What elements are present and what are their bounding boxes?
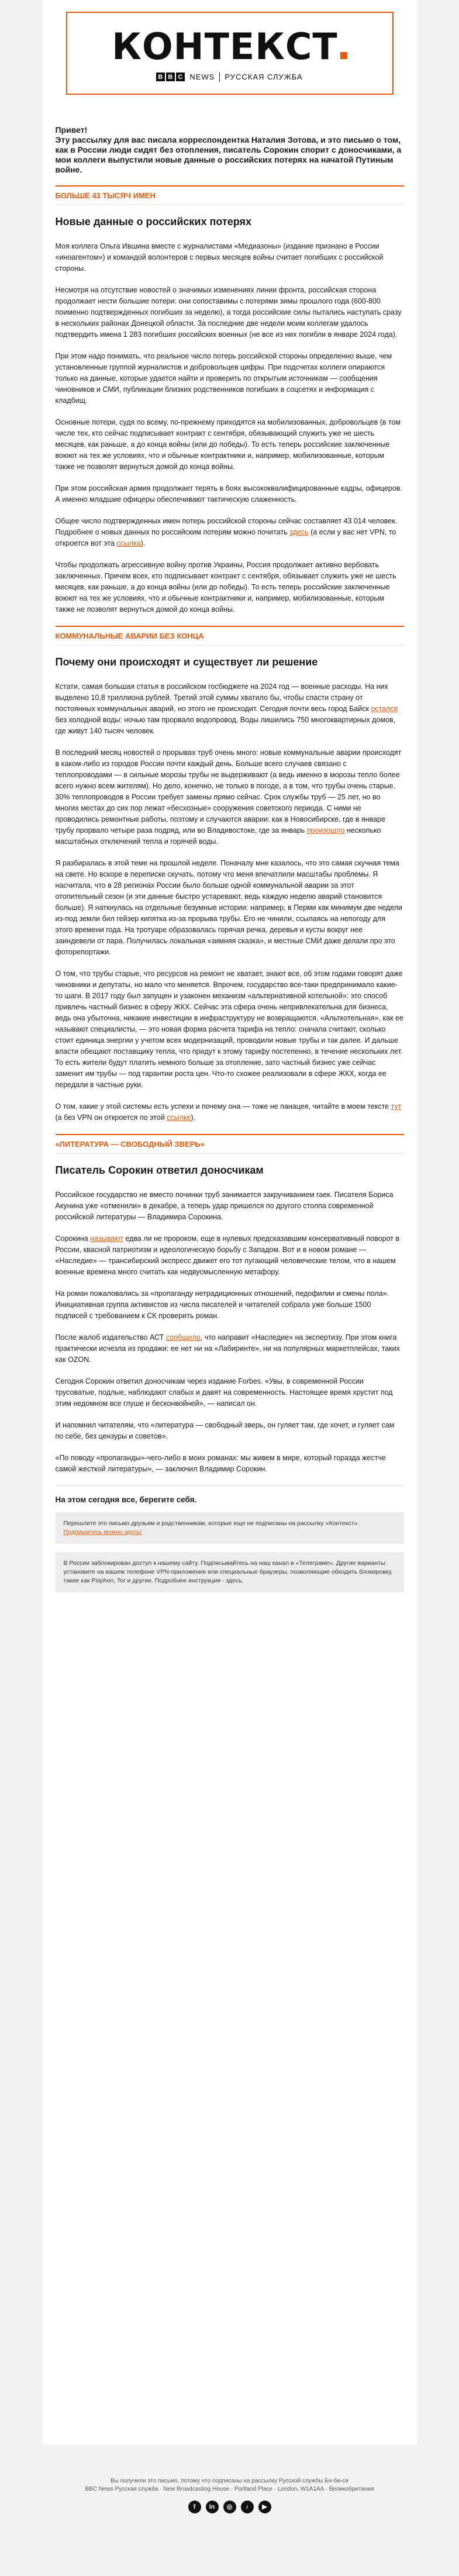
paragraph: Сегодня Сорокин ответил доносчикам через издание Forbes. «Увы, в современной России трусоватые, подлые, наблюдают слабых и давят на современность. Настоящее время хрустит под этим недомном все глуше и бесконвойней», — написал он. xyxy=(55,1377,393,1408)
article-utilities xyxy=(56,645,404,1123)
paragraph: При этом надо понимать, что реальное число потерь российской стороны определенно выше, чем установленные группой журналистов и добровольцев цифры. При подсчетах коллеги опираются только на данные, которые удается найти и проверить по открытым источникам — сообщения чиновников и СМИ, публикации близких родственников погибших в соцсетях и информация с кладбищ. xyxy=(55,352,392,405)
article-title: Новые данные о российских потерях xyxy=(55,216,252,227)
paragraph: Чтобы продолжать агрессивную войну против Украины, Россия продолжает активно вербовать заключенных. Причем всех, кто подписывает контракт с сентября, обязывает служить уже не шесть месяцев, как раньше, а до конца войны (или до победы). То есть теперь российские заключенные воюют на тех же условиях, что и обычные контрактники и, например, мобилизованные, которым также не позволят вернуться домой до конца войны. xyxy=(55,561,396,613)
link-reported[interactable]: сообщило xyxy=(165,1333,201,1342)
paragraph: Я разбиралась в этой теме на прошлой неделе. Поначалу мне казалось, что это самая скучная тема на свете. Но вскоре в переписке скучать, потому что меня впечатлили масштабы проблемы. Я насчитала, что в 28 регионах России было больше одной коммунальной аварии за этот отопительный сезон (и эти данные быстро устаревают, ведь каждую неделю аварий становится больше). Я наткнулась на отдельные безумные истории: например, в Перми как минимум две недели из-под земли бил гейзер кипятка из-за прорыва трубы. Его не чинили, ссылаясь на непогоду для этого времени года. На тротуаре образовалась горячая речка, деревья и кусты вокруг нее заиндевели от пара. Получилась локальная «зимняя сказка», и местные СМИ даже делали про это фоторепортажи. xyxy=(55,859,403,956)
paragraph: Российское государство не вместо починки труб занимается закручиванием гаек. Писателя Бориса Акунина уже «отменили» в декабре, а теперь удар пришелся по другого столпа современной российской литературы — Владимира Сорокина. xyxy=(55,1191,394,1221)
paragraph: Общее число подтвержденных имен потерь российской стороны сейчас составляет 43 014 человек. Подробнее о новых данных по российским потерям можно почитать здесь (а если у вас нет VPN, то откроется вот эта ссылка). xyxy=(55,517,398,547)
block-text: В России заблокирован доступ к нашему сайту. Подписывайтесь на наш канал в «Телеграме». Другие варианты: установите на вашем телефоне VPN-приложения или специальные браузеры, позволяющие обходить блокировку, такие как Psiphon, Tor и другие. Подробнее инструкция - здесь. xyxy=(63,1560,393,1584)
paragraph: Сорокина называют едва ли не пророком, еще в нулевых предсказавшим консервативный поворот в России, квасной патриотизм и идеологическую борьбу с Западом. Вот и в новом романе — «Наследие» — трансибирский экспресс движет его тот пугающий человеческие телом, что в нашем военные времена много считать как недвусмысленную метафору. xyxy=(55,1234,400,1276)
linkedin-icon[interactable]: in xyxy=(206,2501,219,2513)
paragraph: О том, какие у этой системы есть успехи и почему она — тоже не панацея, читайте в моем тексте тут (а без VPN он откроется по этой ссылке). xyxy=(55,1102,402,1122)
footer-line: Вы получили это письмо, потому что подписаны на рассылку Русской службы Би-би-си xyxy=(111,2478,348,2484)
paragraph: При этом российская армия продолжает терять в боях высококвалифицированные кадры, офицеров. А именно младшие офицеры обеспечивают тактическую слаженность. xyxy=(55,484,402,504)
article-sorokin xyxy=(56,1153,404,1475)
link-mirror[interactable]: ссылке xyxy=(167,1113,191,1122)
link-vladivostok[interactable]: произошло xyxy=(306,826,345,834)
link-called[interactable]: называют xyxy=(90,1234,123,1243)
forward-box xyxy=(56,1512,404,1544)
link-biysk[interactable]: остался xyxy=(371,705,398,713)
facebook-icon[interactable]: f xyxy=(188,2501,201,2513)
intro xyxy=(56,125,404,175)
intro-text: Эту рассылку для вас писала корреспондентка Наталия Зотова, и это письмо о том, как в России люди сидят без отопления, писатель Сорокин спорит с доносчиками, а мои коллеги выпустили новые данные о российских потерях на начатой Путиным войне. xyxy=(55,135,402,174)
greeting: Привет! xyxy=(55,125,88,135)
logo[interactable] xyxy=(112,25,347,68)
link-here[interactable]: здесь xyxy=(289,528,309,536)
footer xyxy=(43,2444,417,2513)
instagram-icon[interactable]: ◎ xyxy=(223,2501,236,2513)
header xyxy=(43,0,417,95)
paragraph: Кстати, самая большая статья в российском госбюджете на 2024 год — военные расходы. На них выделено 10,8 триллиона рублей. Третий этой суммы хватило бы, чтобы спасти страну от постоянных коммунальных аварий, но этого не происходит. Сегодня почти весь город Байск остался без холодной воды: ночью там прорвало водопровод. Воды лишились 750 многоквартирных домов, где живут 140 тысяч человек. xyxy=(55,682,398,735)
service-label: РУССКАЯ СЛУЖБА xyxy=(225,73,303,81)
paragraph: Несмотря на отсутствие новостей о значимых изменениях линии фронта, российская сторона продолжает нести большие потери: они сопоставимы с потерями зимы прошлого года (600-800 поименно подтвержденных погибших за неделю), а тогда российские силы пытались наступать сразу в нескольких районах Донецкой области. За последние две недели моим коллегам удалось подтвердить имена 1 283 погибших российских военных (не все из них погибли в январе 2024 года). xyxy=(55,286,402,339)
paragraph: Моя коллега Ольга Ившина вместе с журналистами «Медиазоны» (издание признано в России «иноагентом») и командой волонтеров с первых месяцев войны считает погибших с российской стороны. xyxy=(55,242,384,273)
link-article[interactable]: тут xyxy=(391,1102,402,1111)
logo-box xyxy=(66,12,394,95)
paragraph: И напомнил читателям, что «литература — свободный зверь, он гуляет там, где хочет, и гуляет сам по себе, без цензуры и советов». xyxy=(55,1421,395,1440)
section-label: БОЛЬШЕ 43 ТЫСЯЧ ИМЕН xyxy=(56,185,404,200)
divider xyxy=(219,73,220,82)
newsletter xyxy=(43,0,417,2444)
paragraph: О том, что трубы старые, что ресурсов на ремонт не хватает, знают все, об этом годами говорят даже чиновники и депутаты, но мало что меняется. Впрочем, государство все-таки предпринимало какие-то шаги. В 2017 году был запущен и узаконен механизм «альтернативной котельной»: это способ привлечь частный бизнес в сферу ЖКХ. Сейчас эта сфера очень непривлекательна для бизнеса, ведь она убыточна, никакие инвестиции в инфраструктуру не возвращаются. «Альткотельная», как ее называют специалисты, — это новая форма расчета тарифа на тепло: сначала считают, сколько стоит единица энергии у учетом всех модернизаций, проводили новые трубы и так далее. И дальше власти обещают поставщику тепла, что придут к этому тарифу постепенно, в течение нескольких лет. То есть жители будут платить немного больше за отопление, зато частный бизнес уже сейчас заменит им трубы — под гарантии роста цен. Что-то схожее реализовали в сфере ЖКХ, когда ее передали в частные руки. xyxy=(55,970,403,1089)
outro: На этом сегодня все, берегите себя. xyxy=(56,1485,404,1504)
forward-text: Перешлите это письмо друзьям и родственникам, которые еще не подписаны на рассылку «Контекст». xyxy=(63,1520,360,1527)
paragraph: После жалоб издательство АСТ сообщило, что направит «Наследие» на экспертизу. При этом книга практически исчезла из продажи: ее нет ни на «Лабиринте», ни на популярных маркетплейсах, таких как OZON. xyxy=(55,1333,400,1364)
article-title: Почему они происходят и существует ли решение xyxy=(55,656,318,668)
bbc-russian-logo xyxy=(156,73,302,82)
youtube-icon[interactable]: ▶ xyxy=(258,2501,271,2513)
block-box xyxy=(56,1552,404,1592)
paragraph: В последний месяц новостей о прорывах труб очень много: новые коммунальные аварии происходят в каком-либо из городов России почти каждый день. Больше всего случаев связано с теплопроводами — в сильные морозы трубы не выдерживают (а ведь именно в морозы тепло более всего нужно всем жителям). Но дело, конечно, не только в погоде, а в том, что трубы очень старые. 30% теплопроводов в России требует замены прямо сейчас. Срок службы труб — 25 лет, но во многих местах до сих пор лежат «бесхозные» сооружения советского периода. С ними не проводились ремонтные работы, поэтому и случаются аварии: как в Новосибирске, где в январе трубу прорвало четыре раза подряд, или во Владивостоке, где за январь произошло несколько масштабных отключений тепла и горячей воды. xyxy=(55,749,402,846)
subscribe-link[interactable]: Подпишитесь можно здесь! xyxy=(63,1529,142,1536)
paragraph: Основные потери, судя по всему, по-прежнему приходятся на мобилизованных, добровольцев (в том числе тех, кто сейчас подписывает контракт с сентября, обязывающий служить уже не шесть месяцев, как раньше, а до конца войны (или до победы). То есть теперь российские заключенные воюют на тех же условиях, что и обычные контрактники и, например, мобилизованные, которым также не позволят вернуться домой до конца войны. xyxy=(55,418,401,471)
social-links xyxy=(43,2501,417,2513)
article-losses xyxy=(56,205,404,615)
article-title: Писатель Сорокин ответил доносчикам xyxy=(55,1164,264,1176)
footer-address: BBC News Русская служба · New Broadcasting House · Portland Place · London, W1A1AA · Великобритания xyxy=(85,2486,374,2492)
tiktok-icon[interactable]: ♪ xyxy=(241,2501,254,2513)
paragraph: На роман пожаловались за «пропаганду нетрадиционных отношений, педофилии и смены пола». Инициативная группа активистов из числа писателей и читателей собрала уже больше 1500 подписей с требованием к СК проверить роман. xyxy=(55,1289,389,1320)
paragraph: «По поводу «пропаганды»-чего-либо в моих романах: мы живем в мире, который горазда жестче самой жесткой литературы», — заключил Владимир Сорокин. xyxy=(55,1454,386,1473)
logo-text: КОНТЕКСТ xyxy=(112,25,338,68)
link-mirror[interactable]: ссылка xyxy=(116,539,141,547)
logo-dot-icon xyxy=(340,52,347,59)
section-label: КОММУНАЛЬНЫЕ АВАРИИ БЕЗ КОНЦА xyxy=(56,626,404,640)
bbc-logo-icon: B B C xyxy=(156,73,185,81)
news-label: NEWS xyxy=(189,73,215,81)
section-label: «ЛИТЕРАТУРА — СВОБОДНЫЙ ЗВЕРЬ» xyxy=(56,1134,404,1149)
